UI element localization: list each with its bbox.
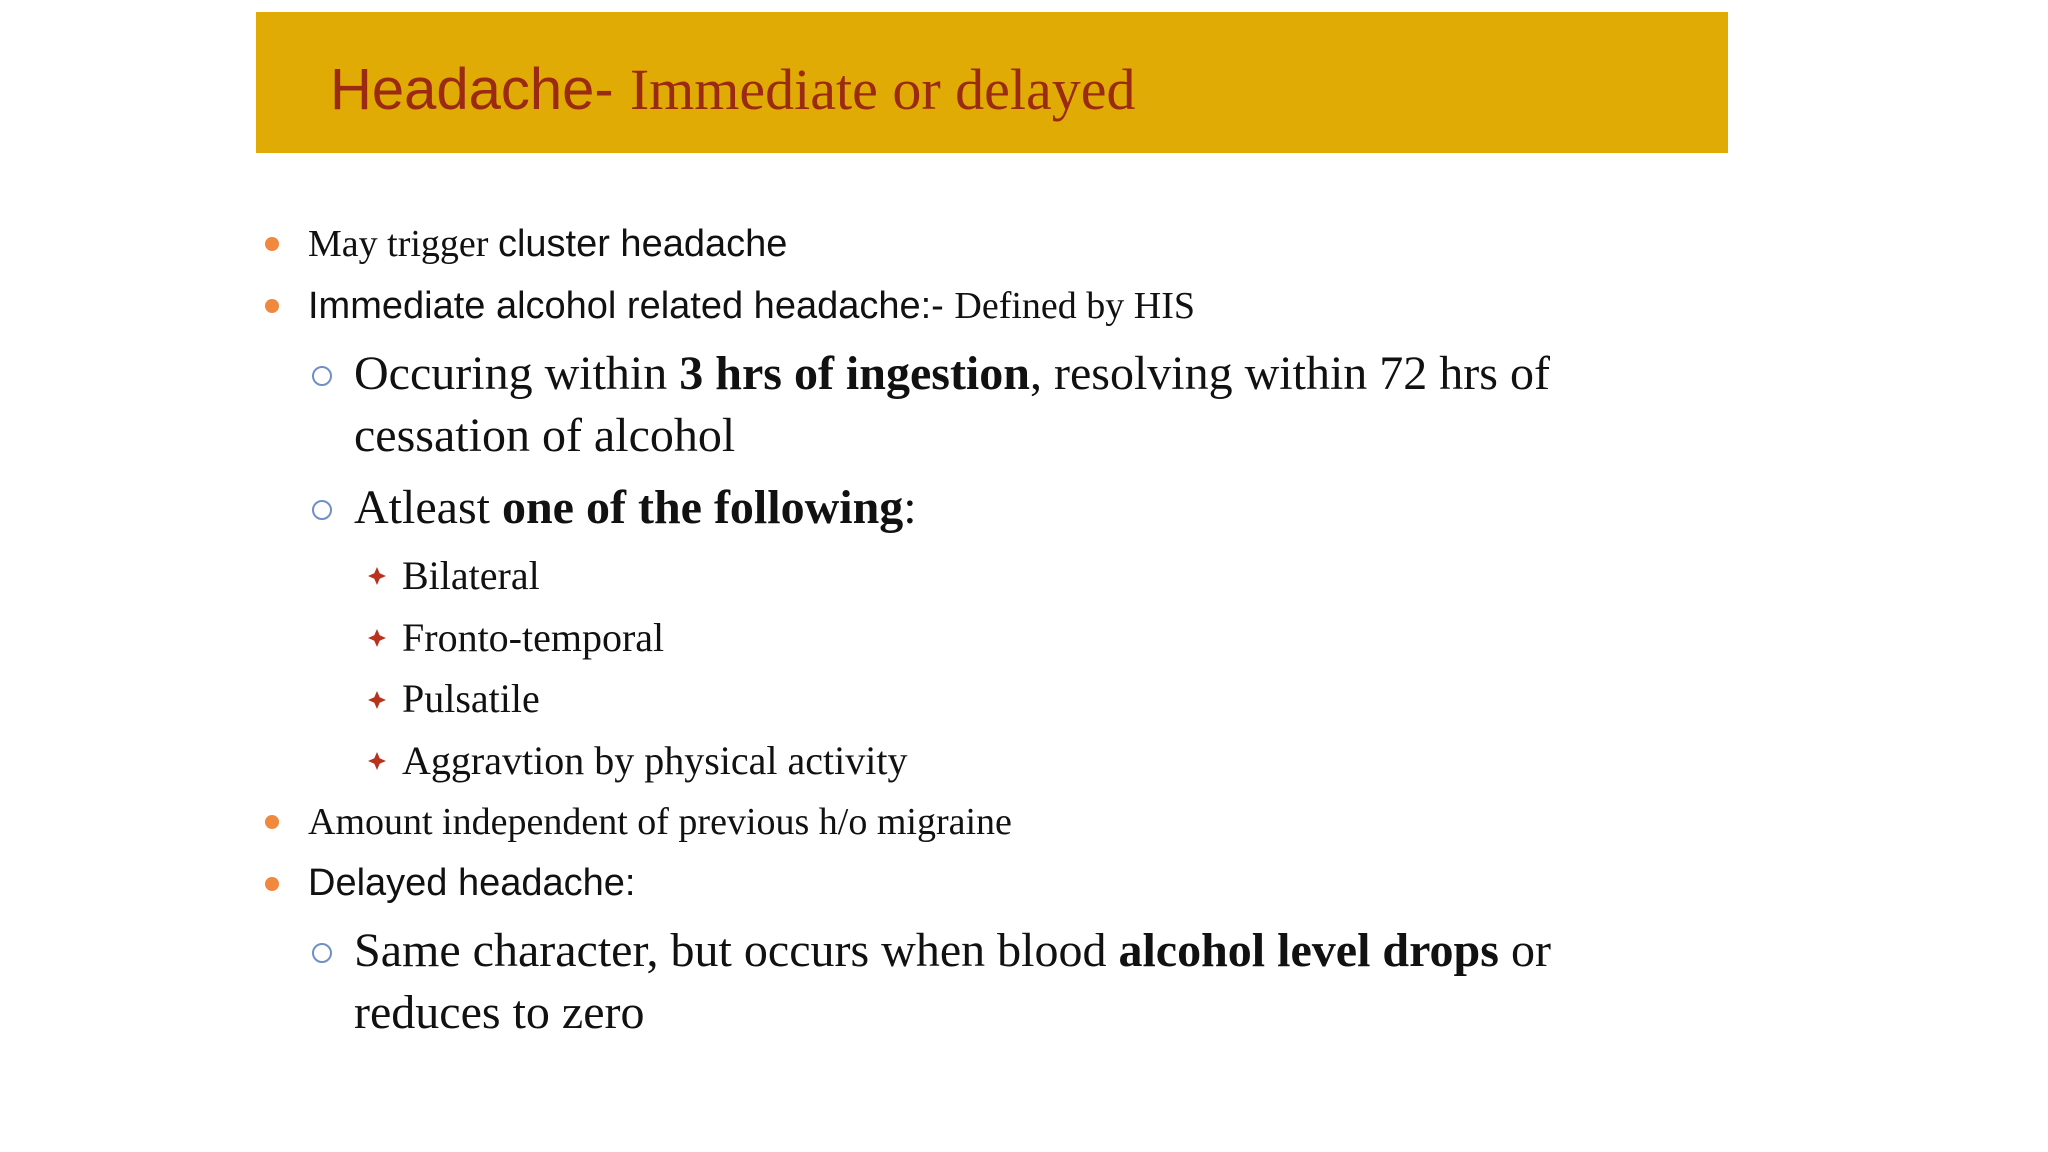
list-item-text: May trigger — [308, 223, 498, 265]
list-item-delayed: Delayed headache: — [308, 862, 636, 904]
bullet-icon — [265, 299, 279, 313]
sub-item-text: Atleast — [354, 481, 502, 534]
list-item-text: cluster headache — [497, 223, 788, 265]
sub-sub-item-fronto-temporal: Fronto-temporal — [402, 615, 665, 660]
sub-item-text: , resolving within 72 hrs of — [1029, 347, 1550, 400]
star-bullet-icon — [368, 629, 386, 647]
sub-item-text: Occuring within — [354, 347, 680, 400]
ring-bullet-icon — [312, 366, 332, 386]
list-item-amount: Amount independent of previous h/o migraine — [308, 801, 1012, 843]
list-item-text: Immediate alcohol related headache:- — [308, 285, 955, 327]
sub-sub-item-aggravation: Aggravtion by physical activity — [402, 738, 908, 783]
title-part-2: Immediate or delayed — [629, 57, 1136, 122]
sub-item-atleast — [354, 477, 917, 539]
list-item-cluster — [308, 219, 787, 269]
bullet-icon — [265, 877, 279, 891]
ring-bullet-icon — [312, 500, 332, 520]
slide-title — [330, 50, 1136, 130]
sub-item-text: or — [1498, 924, 1551, 977]
sub-item-same-character-line2: reduces to zero — [354, 986, 645, 1039]
sub-item-bold-text: 3 hrs of ingestion — [679, 347, 1030, 400]
sub-sub-item-pulsatile: Pulsatile — [402, 676, 540, 721]
list-item-immediate — [308, 281, 1195, 331]
sub-sub-item-bilateral: Bilateral — [402, 553, 540, 598]
sub-item-bold-text: one of the following — [501, 481, 904, 534]
title-part-1: Headache- — [330, 57, 630, 122]
list-item-text: Defined by HIS — [954, 285, 1196, 327]
sub-item-bold-text: alcohol level drops — [1118, 924, 1499, 977]
ring-bullet-icon — [312, 943, 332, 963]
bullet-icon — [265, 237, 279, 251]
bullet-icon — [265, 815, 279, 829]
sub-item-same-character — [354, 920, 1551, 982]
star-bullet-icon — [368, 567, 386, 585]
star-bullet-icon — [368, 752, 386, 770]
sub-item-text: : — [903, 481, 917, 534]
sub-item-occuring — [354, 343, 1550, 405]
sub-item-occuring-line2: cessation of alcohol — [354, 409, 736, 462]
sub-item-text: Same character, but occurs when blood — [354, 924, 1119, 977]
star-bullet-icon — [368, 691, 386, 709]
